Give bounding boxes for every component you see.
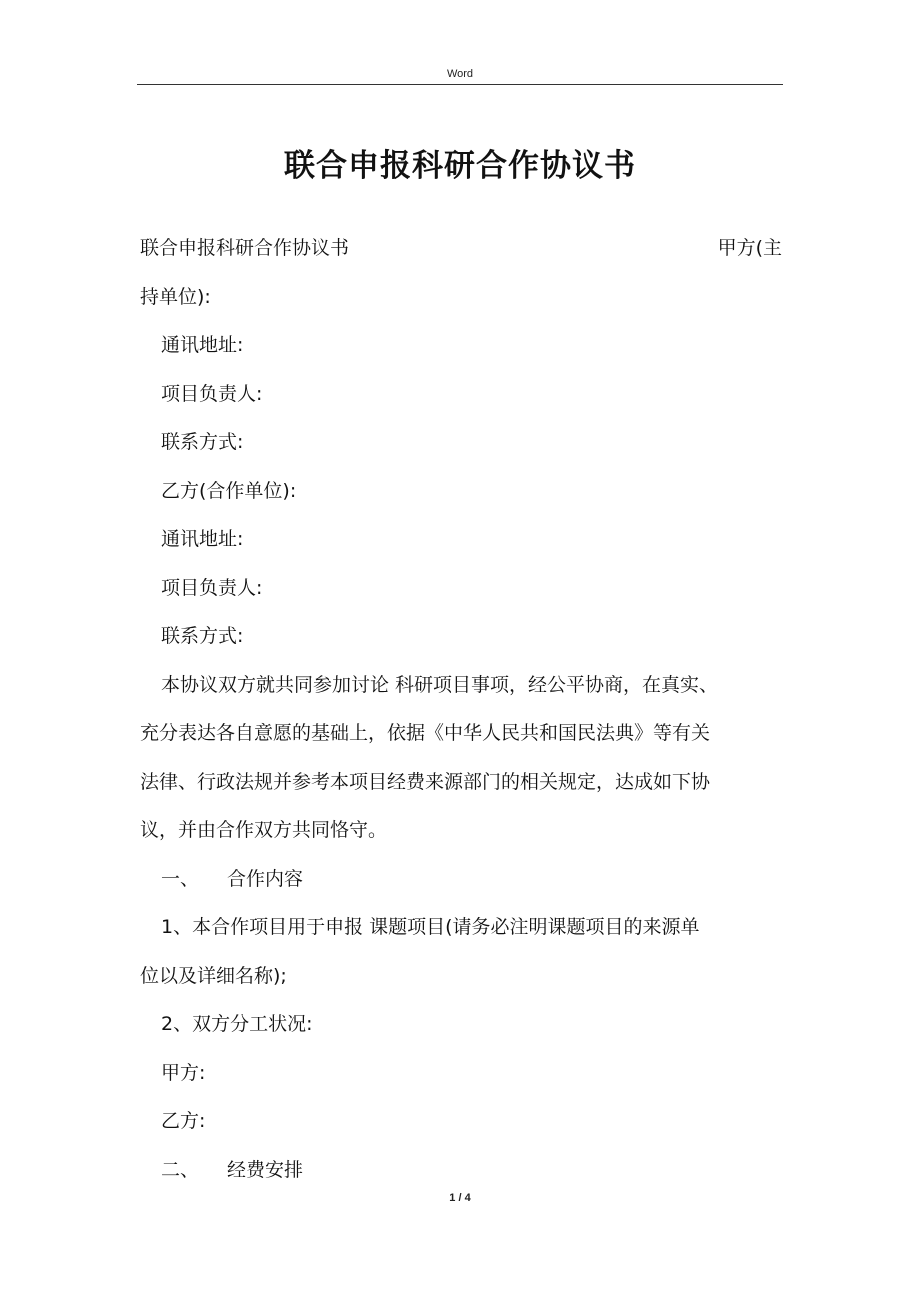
- section-heading-2: [140, 1146, 782, 1195]
- section-title: 经费安排: [227, 1158, 304, 1181]
- party-b-role: 乙方:: [161, 1110, 206, 1132]
- preamble-line: 本协议双方就共同参加讨论 科研项目事项，经公平协商，在真实、: [161, 673, 719, 696]
- page-footer: [0, 1190, 920, 1206]
- section-number: 二、: [161, 1158, 200, 1181]
- document-title: 联合申报科研合作协议书: [284, 148, 636, 184]
- section-title: 合作内容: [227, 867, 304, 890]
- party-a-role: 甲方:: [161, 1061, 206, 1084]
- intro-left-text: 联合申报科研合作协议书: [140, 237, 350, 259]
- section-heading-1: [140, 855, 782, 904]
- party-b-address: 通讯地址:: [161, 528, 244, 550]
- party-b-contact: 联系方式:: [161, 625, 244, 647]
- preamble-line: 法律、行政法规并参考本项目经费来源部门的相关规定，达成如下协: [140, 770, 711, 793]
- item-2-line: 2、双方分工状况:: [161, 1013, 313, 1035]
- page-indicator: 1 / 4: [449, 1192, 471, 1204]
- intro-line: [140, 224, 782, 273]
- intro-right-text: 甲方(主: [717, 237, 782, 259]
- preamble-line: 充分表达各自意愿的基础上，依据《中华人民共和国民法典》等有关: [140, 722, 711, 744]
- preamble-line: 议，并由合作双方共同恪守。: [140, 819, 388, 841]
- party-a-contact: 联系方式:: [161, 431, 244, 453]
- party-b-line: 乙方(合作单位):: [161, 479, 297, 502]
- header-label: Word: [446, 68, 474, 80]
- party-b-lead: 项目负责人:: [161, 576, 263, 599]
- page-header: [137, 66, 783, 85]
- item-1-line: 1、本合作项目用于申报 课题项目(请务必注明课题项目的来源单: [161, 916, 700, 938]
- section-number: 一、: [161, 867, 200, 890]
- document-body: [140, 224, 782, 1194]
- party-a-line: 持单位):: [140, 285, 211, 308]
- party-a-address: 通讯地址:: [161, 334, 244, 356]
- party-a-lead: 项目负责人:: [161, 382, 263, 405]
- item-1-line: 位以及详细名称);: [140, 964, 287, 987]
